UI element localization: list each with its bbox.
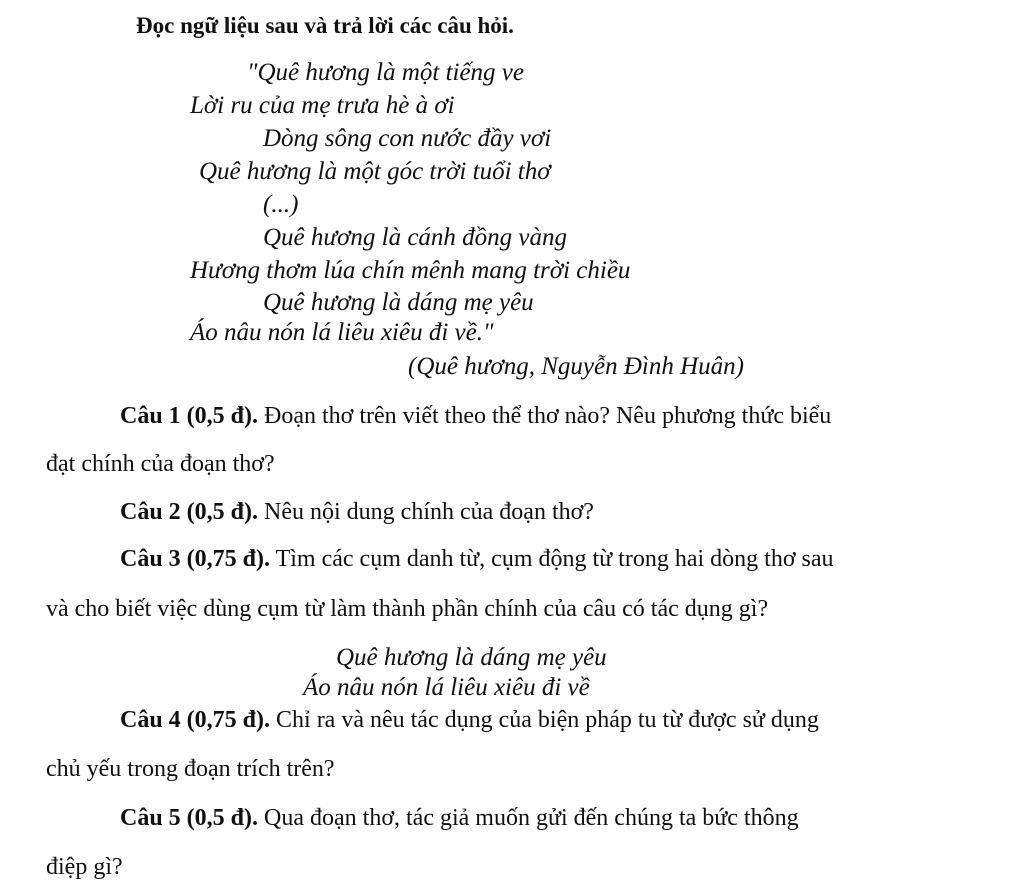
question-5-continued: điệp gì? bbox=[46, 854, 123, 880]
question-label: Câu 5 (0,5 đ). bbox=[120, 805, 259, 831]
question-2 bbox=[120, 500, 594, 524]
question-label: Câu 3 (0,75 đ). bbox=[120, 546, 271, 572]
question-label: Câu 2 (0,5 đ). bbox=[120, 499, 259, 525]
question-text: Đoạn thơ trên viết theo thể thơ nào? Nêu phương thức biểu bbox=[258, 403, 832, 429]
poem-line: Quê hương là dáng mẹ yêu bbox=[263, 289, 534, 316]
page-title: Đọc ngữ liệu sau và trả lời các câu hỏi. bbox=[136, 13, 514, 38]
question-text: Tìm các cụm danh từ, cụm động từ trong hai dòng thơ sau bbox=[270, 546, 834, 572]
question-1-continued: đạt chính của đoạn thơ? bbox=[46, 451, 275, 477]
question-text: Qua đoạn thơ, tác giả muốn gửi đến chúng ta bức thông bbox=[258, 805, 799, 831]
question-text: Chỉ ra và nêu tác dụng của biện pháp tu từ được sử dụng bbox=[270, 707, 819, 733]
poem-line: Quê hương là một góc trời tuổi thơ bbox=[199, 158, 551, 185]
question-3 bbox=[120, 547, 834, 571]
question-label: Câu 1 (0,5 đ). bbox=[120, 403, 259, 429]
poem-line: Áo nâu nón lá liêu xiêu đi về." bbox=[190, 319, 494, 346]
question-3-continued: và cho biết việc dùng cụm từ làm thành phần chính của câu có tác dụng gì? bbox=[46, 596, 769, 622]
poem-line: Quê hương là cánh đồng vàng bbox=[263, 224, 568, 251]
poem-line: Dòng sông con nước đầy vơi bbox=[263, 125, 552, 152]
poem-line: Hương thơm lúa chín mênh mang trời chiều bbox=[190, 257, 631, 284]
poem-line: (...) bbox=[263, 191, 299, 218]
question-1 bbox=[120, 404, 831, 428]
quote-line: Áo nâu nón lá liêu xiêu đi về bbox=[303, 674, 590, 701]
question-label: Câu 4 (0,75 đ). bbox=[120, 707, 271, 733]
question-4-continued: chủ yếu trong đoạn trích trên? bbox=[46, 756, 335, 782]
poem-source: (Quê hương, Nguyễn Đình Huân) bbox=[408, 353, 744, 380]
question-text: Nêu nội dung chính của đoạn thơ? bbox=[258, 499, 594, 525]
poem-line: "Quê hương là một tiếng ve bbox=[247, 59, 525, 86]
quote-line: Quê hương là dáng mẹ yêu bbox=[336, 644, 607, 671]
question-5 bbox=[120, 806, 799, 830]
poem-line: Lời ru của mẹ trưa hè à ơi bbox=[190, 92, 455, 119]
question-4 bbox=[120, 708, 819, 732]
